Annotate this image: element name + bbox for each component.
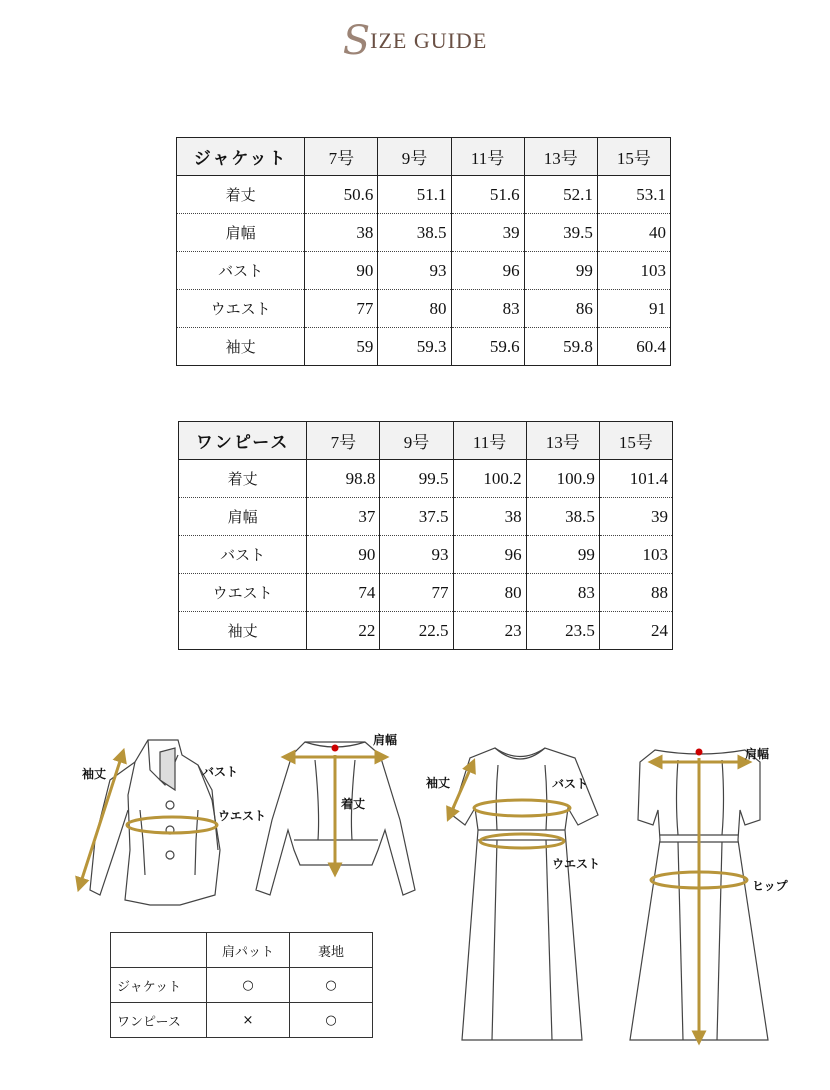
table-cell: 77	[305, 290, 378, 328]
row-label: バスト	[179, 536, 307, 574]
table-cell: 24	[599, 612, 672, 650]
row-label: ウエスト	[179, 574, 307, 612]
jacket-front-illustration	[90, 740, 220, 905]
table-cell: 38.5	[526, 498, 599, 536]
row-label: 着丈	[177, 176, 305, 214]
row-label: 袖丈	[225, 338, 256, 356]
header-cell: 裏地	[290, 933, 373, 968]
table-cell: 38	[305, 214, 378, 252]
jacket-length-label: 着丈	[341, 797, 366, 811]
table-row	[177, 252, 671, 290]
table-cell: ×	[207, 1003, 290, 1038]
table-cell: 91	[597, 290, 670, 328]
row-label: 肩幅	[177, 214, 305, 252]
table-cell: 38	[453, 498, 526, 536]
table-row	[179, 498, 673, 536]
dress-neck-point	[696, 749, 703, 756]
table-cell: 100.9	[526, 460, 599, 498]
dress-bust-label: バスト	[552, 777, 589, 791]
table-cell: 100.2	[453, 460, 526, 498]
table-cell: 99	[526, 536, 599, 574]
table-cell: 59.8	[524, 328, 597, 366]
row-label: 着丈	[179, 460, 307, 498]
table-cell: 83	[526, 574, 599, 612]
row-label: ウエスト	[177, 290, 305, 328]
table-row	[179, 460, 673, 498]
table-cell: ○	[290, 1003, 373, 1038]
row-label: ワンピース	[111, 1003, 207, 1038]
title-initial: S	[342, 18, 371, 64]
jacket-sleeve-label: 袖丈	[82, 767, 107, 781]
table-cell: 39	[599, 498, 672, 536]
header-cell: 13号	[524, 138, 597, 176]
table-cell: 101.4	[599, 460, 672, 498]
table-cell: 40	[597, 214, 670, 252]
table-row	[179, 536, 673, 574]
table-cell: ○	[290, 968, 373, 1003]
header-cell: 11号	[453, 422, 526, 460]
dress-front-illustration	[452, 748, 601, 1040]
table-cell: ○	[207, 968, 290, 1003]
jacket-size-table	[176, 137, 671, 366]
table-cell: 86	[524, 290, 597, 328]
row-label: 肩幅	[179, 498, 307, 536]
header-cell: 15号	[599, 422, 672, 460]
table-row	[111, 968, 373, 1003]
table-row	[111, 1003, 373, 1038]
table-cell: 37.5	[380, 498, 453, 536]
header-cell	[111, 933, 207, 968]
header-cell: 9号	[378, 138, 451, 176]
dress-shoulder-label: 肩幅	[745, 747, 770, 761]
options-table	[110, 932, 373, 1038]
jacket-waist-label: ウエスト	[218, 809, 267, 823]
table-cell: 51.6	[451, 176, 524, 214]
table-cell: 74	[307, 574, 380, 612]
table-cell: 96	[453, 536, 526, 574]
table-cell: 39.5	[524, 214, 597, 252]
header-cell: 肩パット	[207, 933, 290, 968]
table-cell: 22.5	[380, 612, 453, 650]
table-cell: 80	[453, 574, 526, 612]
jacket-neck-point	[332, 745, 339, 752]
table-row	[179, 574, 673, 612]
header-cell: 15号	[597, 138, 670, 176]
table-cell: 90	[307, 536, 380, 574]
table-cell: 37	[307, 498, 380, 536]
dress-sleeve-label: 袖丈	[426, 776, 451, 790]
table-cell: 103	[597, 252, 670, 290]
title-rest: IZE GUIDE	[370, 28, 488, 53]
table-cell: 59	[305, 328, 378, 366]
table-cell: 59.3	[378, 328, 451, 366]
dress-size-table	[178, 421, 673, 650]
table-cell: 88	[599, 574, 672, 612]
table-cell: 23.5	[526, 612, 599, 650]
table-cell: 90	[305, 252, 378, 290]
table-header-row	[179, 422, 673, 460]
table-cell: 22	[307, 612, 380, 650]
header-cell: ワンピース	[179, 422, 307, 460]
dress-hip-label: ヒップ	[752, 879, 788, 893]
table-cell: 39	[451, 214, 524, 252]
header-cell: 7号	[307, 422, 380, 460]
table-cell: 59.6	[451, 328, 524, 366]
table-row	[179, 612, 673, 650]
table-cell: 51.1	[378, 176, 451, 214]
table-cell: 99.5	[380, 460, 453, 498]
table-cell: 99	[524, 252, 597, 290]
table-cell: 60.4	[597, 328, 670, 366]
dress-waist-label: ウエスト	[552, 857, 601, 871]
header-cell: ジャケット	[177, 138, 305, 176]
table-row	[177, 290, 671, 328]
table-cell: 52.1	[524, 176, 597, 214]
table-cell: 83	[451, 290, 524, 328]
header-cell: 13号	[526, 422, 599, 460]
table-row	[177, 176, 671, 214]
table-row	[177, 214, 671, 252]
table-row	[177, 328, 671, 366]
table-cell: 23	[453, 612, 526, 650]
table-header-row	[177, 138, 671, 176]
table-header-row	[111, 933, 373, 968]
table-cell: 93	[380, 536, 453, 574]
row-label: 袖丈	[227, 622, 258, 640]
table-cell: 103	[599, 536, 672, 574]
table-cell: 53.1	[597, 176, 670, 214]
row-label: バスト	[177, 252, 305, 290]
jacket-bust-label: バスト	[202, 765, 239, 779]
header-cell: 7号	[305, 138, 378, 176]
table-cell: 93	[378, 252, 451, 290]
table-cell: 38.5	[378, 214, 451, 252]
table-cell: 96	[451, 252, 524, 290]
jacket-shoulder-label: 肩幅	[373, 733, 398, 747]
table-cell: 98.8	[307, 460, 380, 498]
header-cell: 9号	[380, 422, 453, 460]
table-cell: 77	[380, 574, 453, 612]
table-cell: 80	[378, 290, 451, 328]
size-guide-title	[0, 18, 830, 64]
header-cell: 11号	[451, 138, 524, 176]
table-cell: 50.6	[305, 176, 378, 214]
row-label: ジャケット	[111, 968, 207, 1003]
